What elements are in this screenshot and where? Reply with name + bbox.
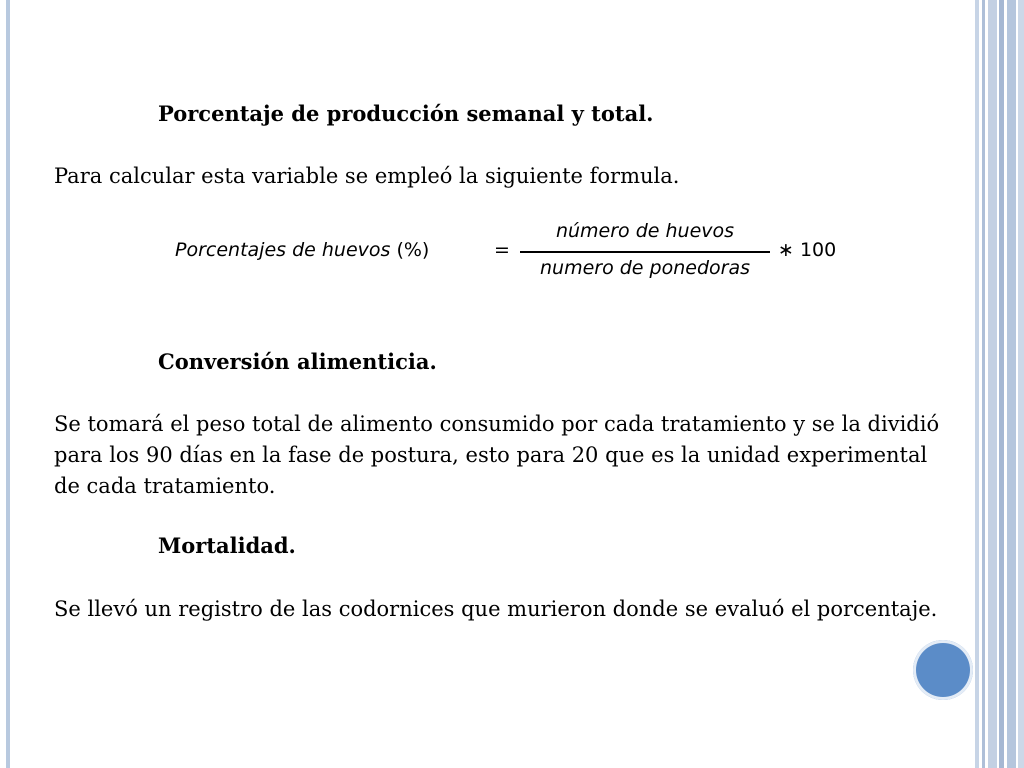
- section-body-mortality: Se llevó un registro de las codornices que murieron donde se evaluó el porcentaje.: [54, 597, 938, 621]
- section-heading-conversion: Conversión alimenticia.: [158, 349, 437, 374]
- right-border-stripe: [982, 0, 985, 768]
- formula-lhs: Porcentajes de huevos (%): [175, 239, 430, 261]
- right-border-stripe: [1018, 0, 1024, 768]
- formula-numerator: número de huevos: [555, 220, 735, 242]
- right-border-stripe: [999, 0, 1004, 768]
- egg-percentage-formula: [175, 215, 855, 285]
- formula-denominator: numero de ponedoras: [539, 257, 750, 279]
- section-body-production: Para calcular esta variable se empleó la siguiente formula.: [54, 164, 680, 188]
- section-body-conversion: Se tomará el peso total de alimento consumido por cada tratamiento y se la dividió para los 90 días en la fase de postura, esto para 20 que es la unidad experimental de cada tratamiento.: [54, 412, 940, 498]
- formula-multiplier: ∗ 100: [778, 239, 837, 261]
- right-border-stripe: [1007, 0, 1016, 768]
- right-border-stripe: [975, 0, 979, 768]
- formula-fraction-bar: [520, 251, 770, 253]
- section-heading-production: Porcentaje de producción semanal y total.: [158, 101, 654, 126]
- formula-equals: =: [494, 239, 510, 261]
- left-border-stripe: [6, 0, 10, 768]
- right-border-stripe: [988, 0, 997, 768]
- formula-lhs-paren: (%): [396, 239, 430, 261]
- section-heading-mortality: Mortalidad.: [158, 533, 296, 558]
- decorative-circle: [913, 640, 973, 700]
